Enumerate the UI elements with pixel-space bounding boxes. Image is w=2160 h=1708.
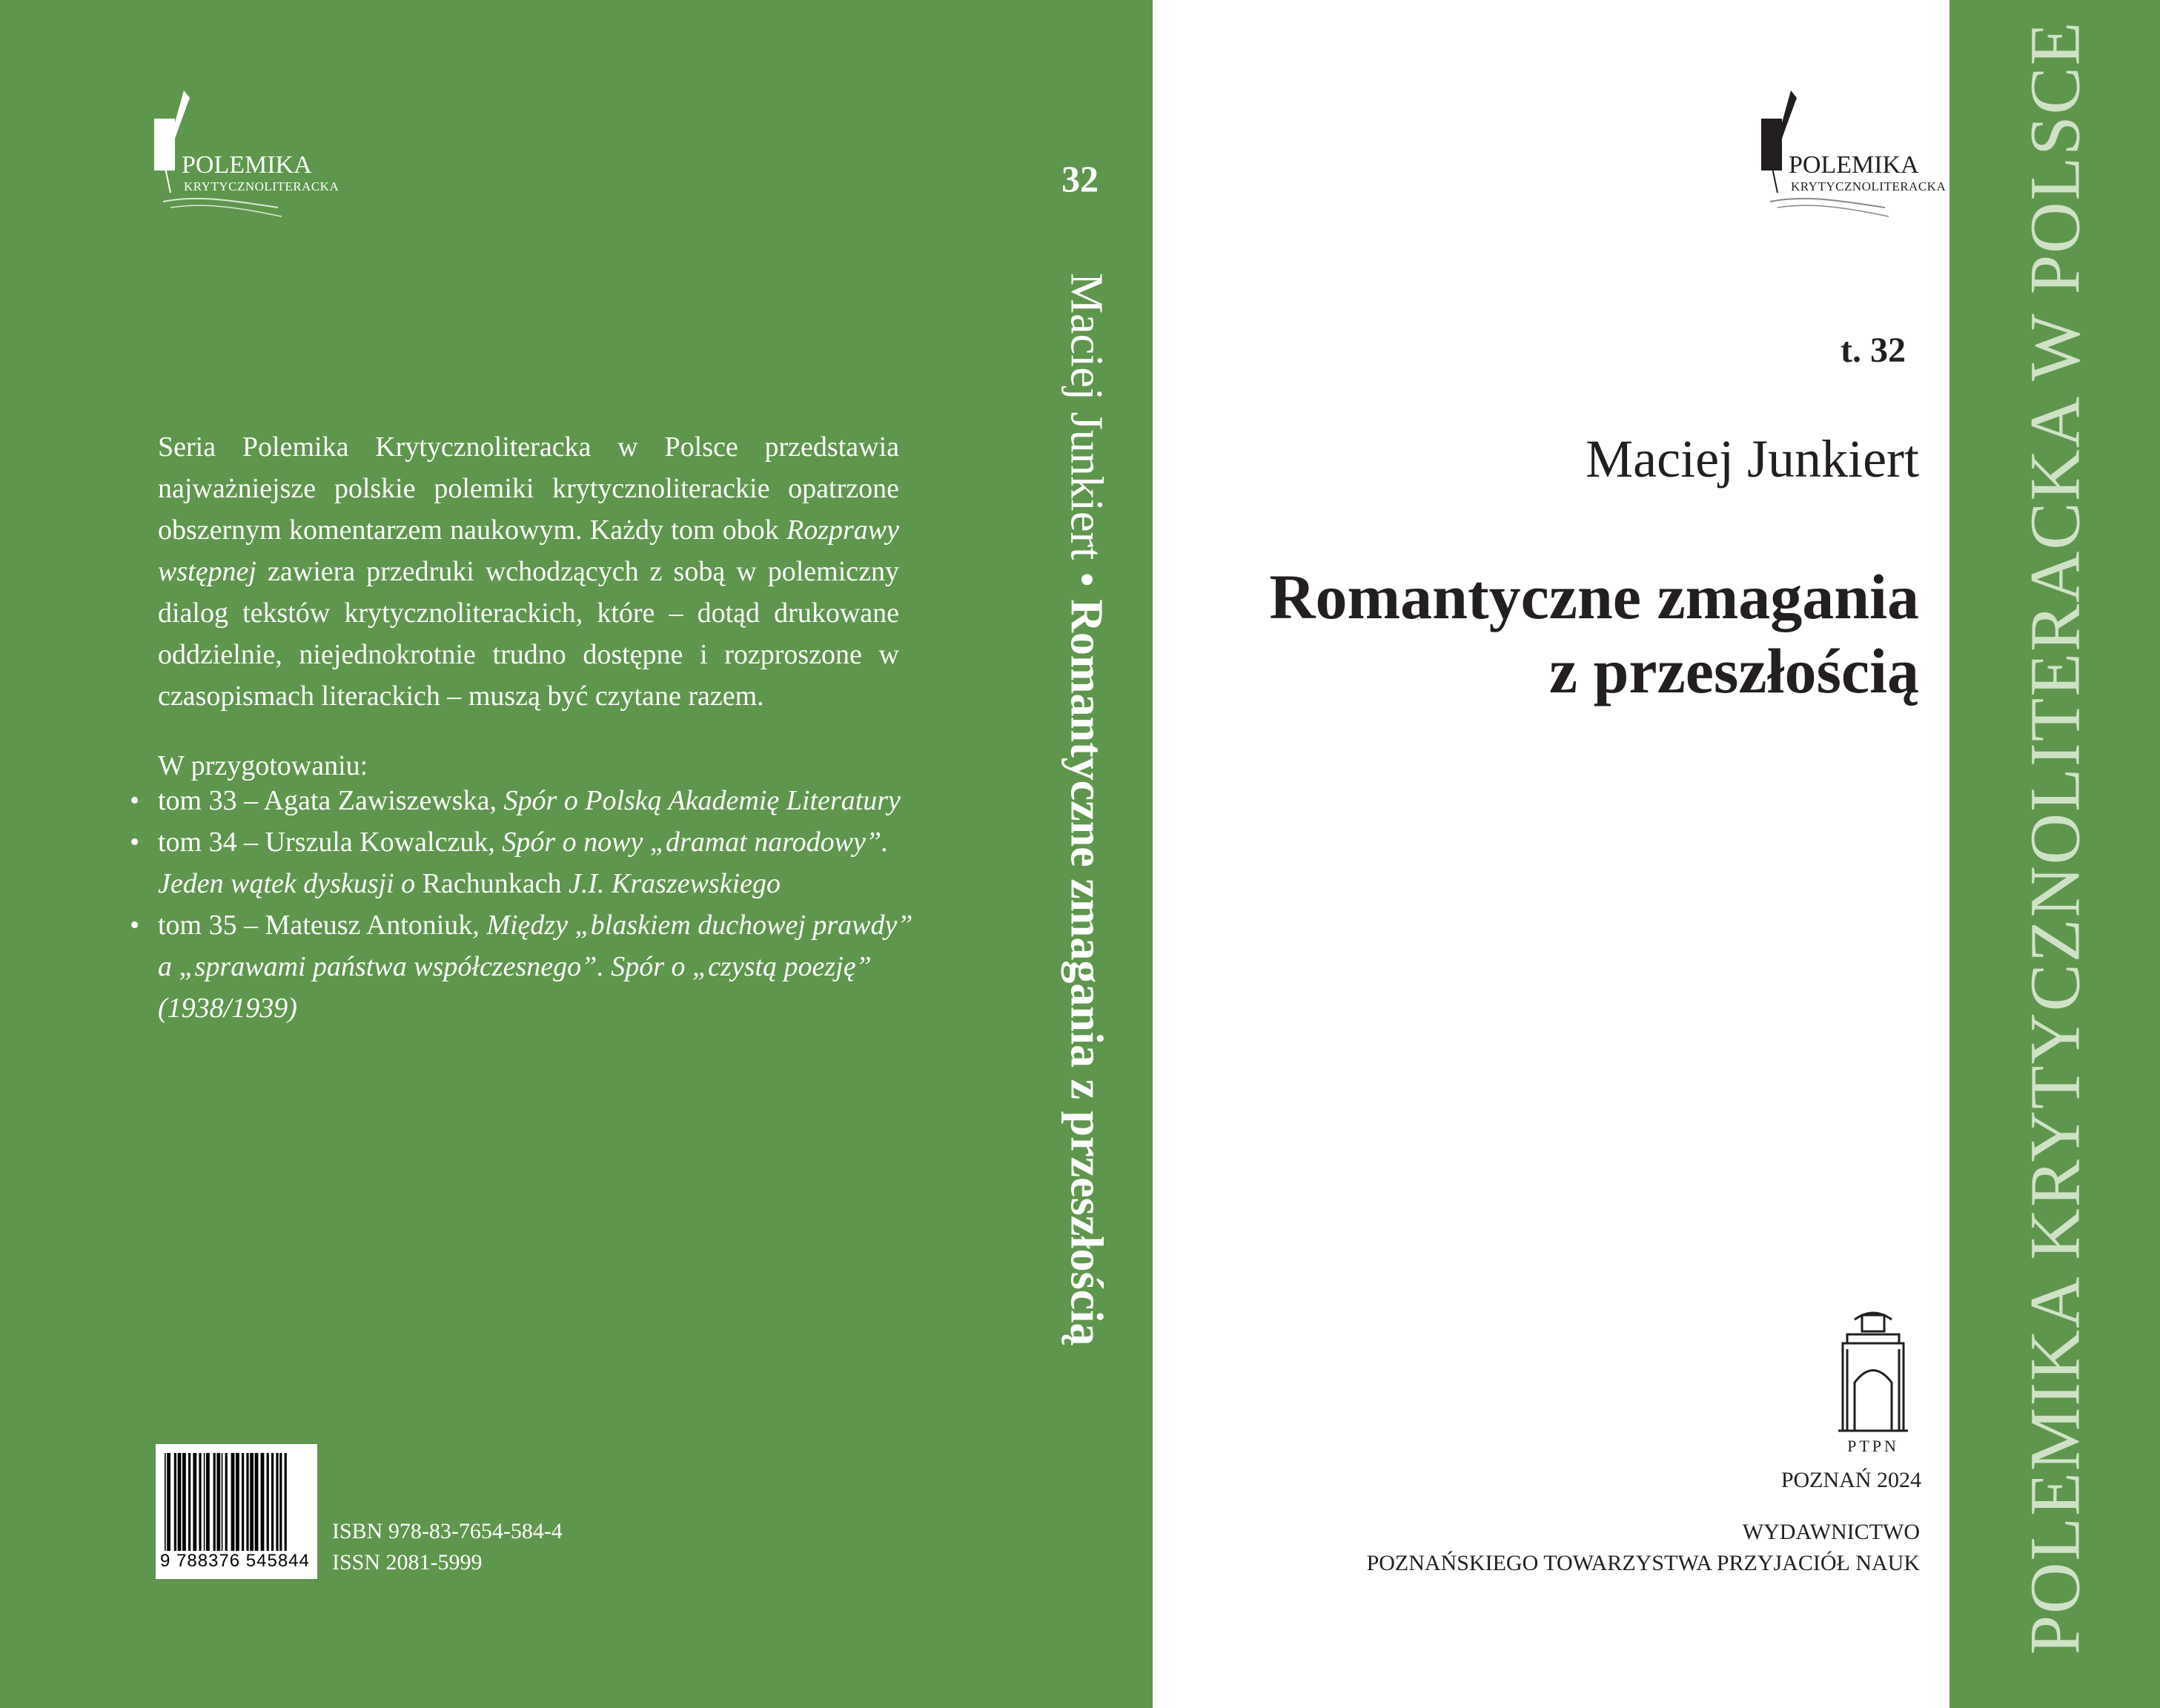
barcode-bar (250, 1453, 254, 1551)
bullet-icon: • (130, 827, 140, 858)
barcode-bar (276, 1453, 278, 1551)
barcode-bar (216, 1453, 220, 1551)
front-cover (1153, 0, 1949, 1708)
logo-line2: KRYTYCZNOLITERACKA (1791, 179, 1947, 193)
barcode-bars (163, 1453, 310, 1551)
item-title: Między „blaskiem duchowej prawdy” a „sprawami państwa współczesnego”. Spór o „czystą poezję” (1938/1939) (158, 910, 913, 1024)
isbn: ISBN 978-83-7654-584-4 (332, 1519, 563, 1543)
ptpn-label: PTPN (1847, 1437, 1899, 1455)
barcode-bar (193, 1453, 196, 1551)
publisher-line1: WYDAWNICTWO (1742, 1520, 1920, 1544)
publisher (1367, 1517, 1920, 1579)
barcode-bar (222, 1453, 223, 1551)
barcode (156, 1444, 317, 1579)
spine-separator: • (1061, 560, 1112, 600)
in-preparation-list (130, 780, 930, 1029)
volume-number: t. 32 (1841, 331, 1906, 370)
barcode-bar (271, 1453, 274, 1551)
barcode-bar (182, 1453, 186, 1551)
item-lead: tom 35 – Mateusz Antoniuk, (158, 910, 487, 941)
back-logo (148, 83, 341, 231)
logo-line1: POLEMIKA (1789, 151, 1919, 179)
barcode-bar (188, 1453, 191, 1551)
barcode-number: 9 788376 545844 (160, 1551, 310, 1571)
isbn-block (332, 1516, 563, 1578)
barcode-bar (236, 1453, 239, 1551)
item-lead: tom 33 – Agata Zawiszewska, (158, 785, 504, 816)
barcode-bar (204, 1453, 205, 1551)
barcode-bar (225, 1453, 228, 1551)
barcode-bar (199, 1453, 201, 1551)
bullet-icon: • (130, 785, 140, 816)
desc-part2: zawiera przedruki wchodzących z sobą w polemiczny dialog tekstów krytycznoliterackich, które – dotąd drukowane oddzielnie, niejednokrotnie trudno dostępne i rozproszone w czasopismach literackich – muszą być czytane razem. (158, 556, 899, 712)
in-preparation-heading: W przygotowaniu: (158, 750, 368, 781)
logo-line2: KRYTYCZNOLITERACKA (184, 179, 339, 193)
barcode-bar (174, 1453, 176, 1551)
spine-title (1060, 273, 1113, 1345)
issn: ISSN 2081-5999 (332, 1550, 483, 1575)
publisher-line2: POZNAŃSKIEGO TOWARZYSTWA PRZYJACIÓŁ NAUK (1366, 1551, 1920, 1575)
item-title: Spór o nowy „dramat narodowy”. Jeden wątek dyskusji o (158, 827, 889, 899)
list-item (130, 780, 930, 821)
list-item (130, 904, 930, 1029)
barcode-bar (285, 1453, 287, 1551)
spine-author: Maciej Junkiert (1061, 273, 1112, 560)
desc-italic: Rozprawy wstępnej (158, 514, 899, 587)
series-name-vertical: POLEMIKA KRYTYCZNOLITERACKA W POLSCE (2015, 20, 2095, 1655)
barcode-bar (165, 1453, 166, 1551)
list-item (130, 821, 930, 904)
barcode-bar (261, 1453, 265, 1551)
barcode-bar (242, 1453, 244, 1551)
ptpn-gate-icon (1832, 1305, 1914, 1457)
item-lead: tom 34 – Urszula Kowalczuk, (158, 827, 503, 858)
bullet-icon: • (130, 910, 140, 941)
barcode-bar (167, 1453, 170, 1551)
barcode-bar (178, 1453, 182, 1551)
desc-part1: Seria Polemika Krytycznoliteracka w Polsce przedstawia najważniejsze polskie polemiki krytycznoliterackie opatrzone obszernym komentarzem naukowym. Każdy tom obok (158, 431, 899, 546)
spine-volume-number: 32 (1061, 158, 1099, 199)
barcode-bar (279, 1453, 282, 1551)
barcode-bar (255, 1453, 259, 1551)
logo-line1: POLEMIKA (182, 151, 312, 179)
author-name: Maciej Junkiert (1586, 429, 1919, 489)
barcode-bar (206, 1453, 210, 1551)
barcode-bar (267, 1453, 269, 1551)
item-title: Spór o Polską Akademię Literatury (503, 785, 901, 816)
title-line1: Romantyczne zmagania (1269, 561, 1919, 632)
front-logo (1755, 83, 1948, 231)
spine-book-title: Romantyczne zmagania z przeszłością (1061, 599, 1112, 1346)
title-line2: z przeszłością (1548, 635, 1919, 706)
series-description (158, 426, 899, 717)
barcode-bar (231, 1453, 235, 1551)
barcode-bar (213, 1453, 216, 1551)
book-title (1269, 560, 1919, 708)
item-plain: Rachunkach (422, 868, 562, 899)
barcode-bar (246, 1453, 248, 1551)
place-and-year: POZNAŃ 2024 (1780, 1468, 1921, 1492)
item-title-end: J.I. Kraszewskiego (561, 868, 781, 899)
